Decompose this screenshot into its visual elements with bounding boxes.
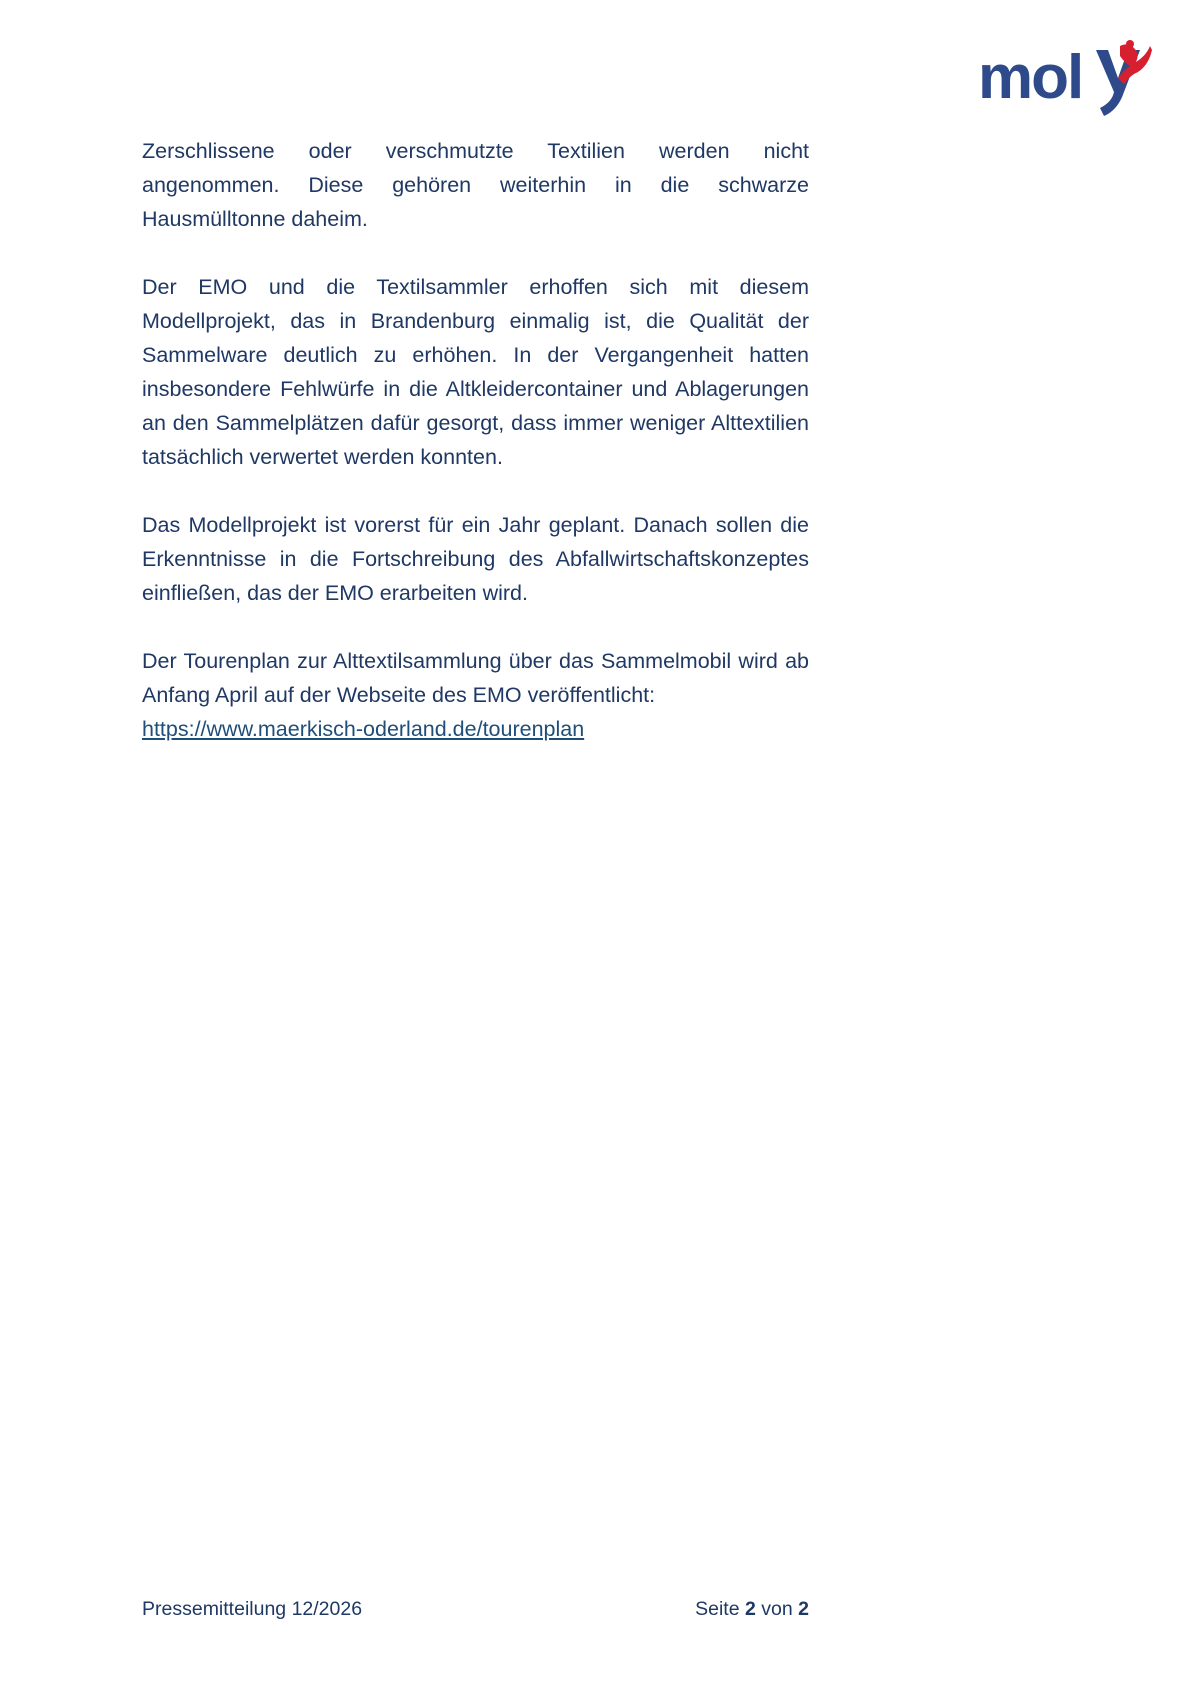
moly-logo: [978, 40, 1153, 118]
page-number: [695, 1598, 809, 1621]
paragraph: [142, 644, 809, 746]
tourenplan-link[interactable]: https://www.maerkisch-oderland.de/tourenplan: [142, 717, 585, 741]
document-body: [142, 134, 809, 746]
footer-title: Pressemitteilung 12/2026: [142, 1598, 363, 1620]
paragraph: Zerschlissene oder verschmutzte Textilien werden nicht angenommen. Diese gehören weiterhin in die schwarze Hausmülltonne daheim.: [142, 139, 809, 231]
svg-text:mol: mol: [978, 43, 1083, 112]
paragraph-text: Der Tourenplan zur Alttextilsammlung über das Sammelmobil wird ab Anfang April auf der Webseite des EMO veröffentlicht:: [142, 649, 809, 707]
page-current: 2: [744, 1598, 756, 1620]
page-footer: [142, 1598, 809, 1621]
paragraph: Der EMO und die Textilsammler erhoffen sich mit diesem Modellprojekt, das in Brandenburg einmalig ist, die Qualität der Sammelware deutlich zu erhöhen. In der Vergangenheit hatten insbesondere Fehlwürfe in die Altkleidercontainer und Ablagerungen an den Sammelplätzen dafür gesorgt, dass immer weniger Alttextilien tatsächlich verwertet werden konnten.: [142, 275, 809, 469]
page-prefix: Seite: [695, 1598, 740, 1620]
paragraph: Das Modellprojekt ist vorerst für ein Jahr geplant. Danach sollen die Erkenntnisse in die Fortschreibung des Abfallwirtschaftskonzeptes einfließen, das der EMO erarbeiten wird.: [142, 513, 809, 605]
page-total: 2: [798, 1598, 809, 1620]
page-mid: von: [761, 1598, 793, 1620]
